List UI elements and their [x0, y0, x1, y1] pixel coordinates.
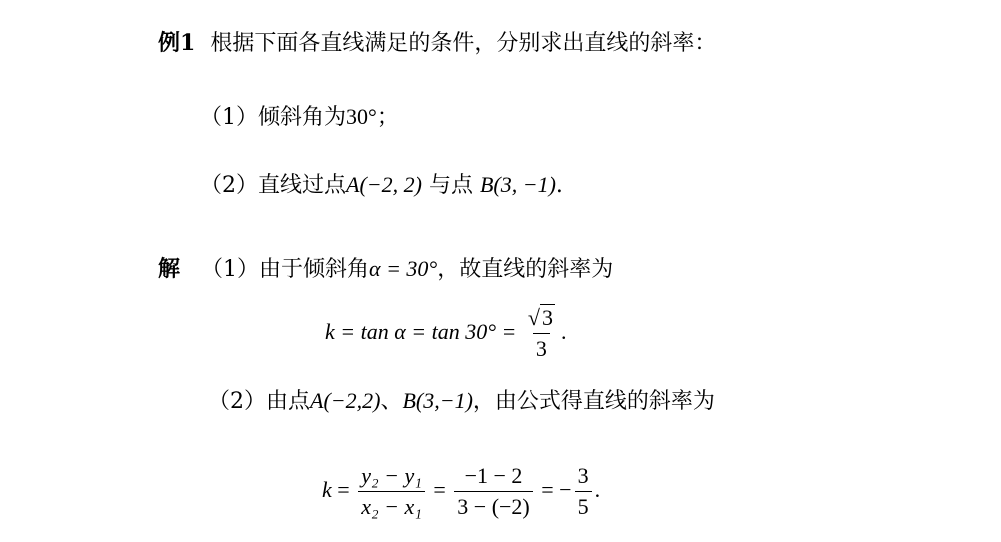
- formula-2-fraction-2: [454, 463, 532, 520]
- item-1-angle: 30°: [346, 104, 377, 129]
- item-2-point-a: A(−2, 2): [346, 172, 422, 197]
- fraction-2-denominator: 3 − (−2): [454, 491, 532, 520]
- formula-2-neg: −: [559, 477, 572, 502]
- formula-2-k: k: [322, 477, 332, 502]
- solution-2-text: 由点: [266, 389, 311, 414]
- formula-2-end: .: [594, 477, 601, 502]
- fraction-1-numerator: y₂ − y₁: [361, 463, 422, 489]
- solution-2-sep: 、: [380, 389, 403, 414]
- fraction-3-numerator: 3: [577, 463, 589, 489]
- fraction-2-numerator: −1 − 2: [464, 463, 523, 489]
- item-2-point-b: B(3, −1): [479, 172, 556, 197]
- formula-1-left: k = tan α = tan 30° =: [325, 319, 522, 344]
- sqrt-radicand: 3: [541, 305, 553, 331]
- item-2-middle: 与点: [421, 173, 480, 198]
- item-2-text: 直线过点: [258, 173, 347, 198]
- formula-1-denominator: 3: [533, 333, 550, 362]
- solution-2-text-after: ，由公式得直线的斜率为: [472, 389, 715, 414]
- formula-2-eq-1: =: [331, 477, 356, 502]
- solution-1-index: （1）: [201, 257, 260, 282]
- item-1-index: （1）: [200, 105, 258, 130]
- solution-2-point-a: A(−2,2): [310, 388, 381, 413]
- example-label: 例1: [158, 30, 196, 56]
- item-2-index: （2）: [200, 173, 258, 198]
- solution-2-point-b: B(3,−1): [402, 388, 473, 413]
- formula-2-eq-2: =: [427, 477, 452, 502]
- formula-2-fraction-3: [575, 463, 592, 520]
- solution-part-2: [208, 386, 715, 417]
- solution-label: 解: [158, 256, 181, 282]
- formula-1-end: .: [560, 319, 567, 344]
- item-1-end: ；: [376, 105, 399, 130]
- example-item-1: [200, 102, 399, 133]
- formula-2: [322, 460, 600, 520]
- solution-1-alpha: α = 30°: [369, 256, 438, 281]
- example-item-2: [200, 170, 563, 201]
- formula-1-numerator: [525, 305, 558, 333]
- example-heading: [158, 28, 716, 59]
- formula-2-fraction-1: [358, 463, 425, 520]
- solution-part-1: [158, 254, 613, 285]
- fraction-3-denominator: 5: [575, 491, 592, 520]
- formula-1-fraction: [525, 305, 558, 362]
- formula-2-eq-3: =: [535, 477, 560, 502]
- example-question: 根据下面各直线满足的条件，分别求出直线的斜率：: [210, 31, 717, 56]
- item-2-end: .: [555, 173, 563, 198]
- solution-1-text: 由于倾斜角: [259, 257, 370, 282]
- formula-1: [325, 302, 566, 362]
- solution-1-text-after: ，故直线的斜率为: [437, 257, 614, 282]
- fraction-1-denominator: x₂ − x₁: [358, 491, 425, 520]
- solution-2-index: （2）: [208, 389, 266, 414]
- sqrt-symbol: √3: [527, 305, 553, 331]
- item-1-text: 倾斜角为: [258, 105, 347, 130]
